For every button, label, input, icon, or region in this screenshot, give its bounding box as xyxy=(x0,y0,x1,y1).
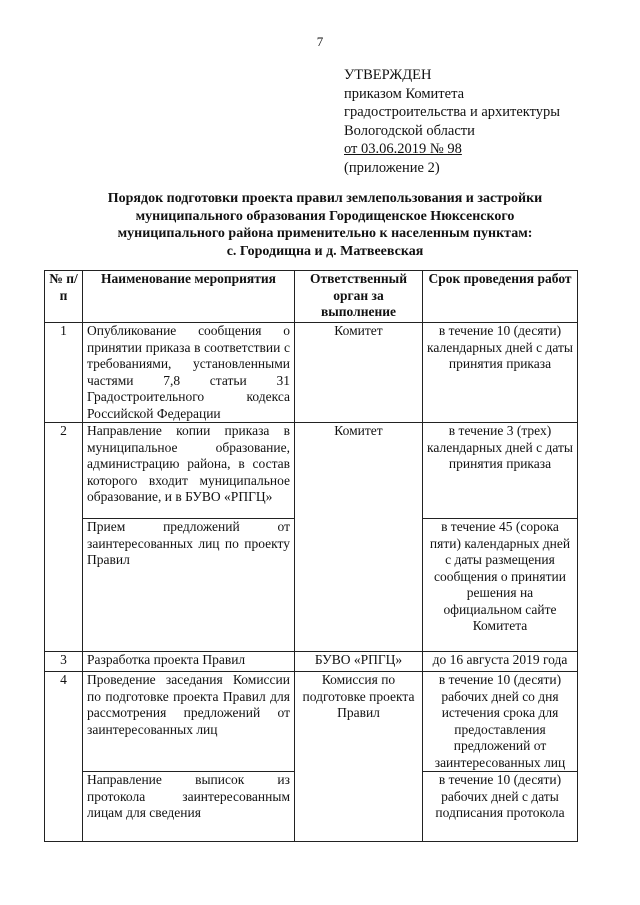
row-activity: Прием предложений от заинтересованных лиц по проекту Правил xyxy=(83,519,295,652)
approval-line-3: градостроительства и архитектуры xyxy=(344,104,561,120)
row-responsible: Комитет xyxy=(295,423,423,652)
row-responsible: Комиссия по подготовке проекта Правил xyxy=(295,672,423,842)
header-num: № п/п xyxy=(45,271,83,323)
row-deadline: до 16 августа 2019 года xyxy=(423,652,578,672)
row-num: 2 xyxy=(45,423,83,652)
row-deadline: в течение 3 (трех) календарных дней с даты принятия приказа xyxy=(423,423,578,519)
row-deadline: в течение 10 (десяти) рабочих дней со дня истечения срока для предоставления предложений от заинтересованных лиц xyxy=(423,672,578,772)
approval-line-2: приказом Комитета xyxy=(344,85,465,102)
title-line-2: муниципального образования Городищенское Нюксенского xyxy=(135,208,515,224)
approval-line-4: Вологодской области xyxy=(344,122,475,139)
header-name: Наименование мероприятия xyxy=(83,271,295,323)
page-number: 7 xyxy=(316,34,324,49)
row-deadline: в течение 10 (десяти) календарных дней с даты принятия приказа xyxy=(423,323,578,423)
document-title xyxy=(60,190,590,260)
row-responsible: Комитет xyxy=(295,323,423,423)
title-line-3: муниципального района применительно к населенным пунктам: xyxy=(117,226,533,241)
row-activity: Разработка проекта Правил xyxy=(83,652,295,672)
header-org: Ответственный орган за выполнение xyxy=(295,271,423,323)
approval-order-number: от 03.06.2019 № 98 xyxy=(344,141,462,157)
row-num: 3 xyxy=(45,652,83,672)
title-line-1: Порядок подготовки проекта правил землепользования и застройки xyxy=(107,191,543,206)
title-line-4: с. Городищна и д. Матвеевская xyxy=(226,243,424,259)
row-deadline: в течение 45 (сорока пяти) календарных дней с даты размещения сообщения о принятии решения на официальном сайте Комитета xyxy=(423,519,578,652)
table-row xyxy=(45,423,578,519)
approval-stamp xyxy=(344,66,560,177)
row-deadline: в течение 10 (десяти) рабочих дней с даты подписания протокола xyxy=(423,772,578,842)
row-activity: Проведение заседания Комиссии по подготовке проекта Правил для рассмотрения предложений от заинтересованных лиц xyxy=(83,672,295,772)
approval-line-1: УТВЕРЖДЕН xyxy=(344,67,432,83)
table-header-row xyxy=(45,271,578,323)
table-row xyxy=(45,652,578,672)
header-term: Срок проведения работ xyxy=(423,271,578,323)
activity-table xyxy=(44,270,578,842)
approval-annex: (приложение 2) xyxy=(344,159,440,176)
row-num: 1 xyxy=(45,323,83,423)
row-activity: Опубликование сообщения о принятии приказа в соответствии с требованиями, установленными частями 7,8 статьи 31 Градостроительного кодекса Российской Федерации xyxy=(83,323,295,423)
table-row xyxy=(45,323,578,423)
row-num: 4 xyxy=(45,672,83,842)
table-row xyxy=(45,672,578,772)
row-activity: Направление выписок из протокола заинтересованным лицам для сведения xyxy=(83,772,295,842)
row-activity: Направление копии приказа в муниципальное образование, администрацию района, в состав которого входит муниципальное образование, и в БУВО «РПГЦ» xyxy=(83,423,295,519)
row-responsible: БУВО «РПГЦ» xyxy=(295,652,423,672)
